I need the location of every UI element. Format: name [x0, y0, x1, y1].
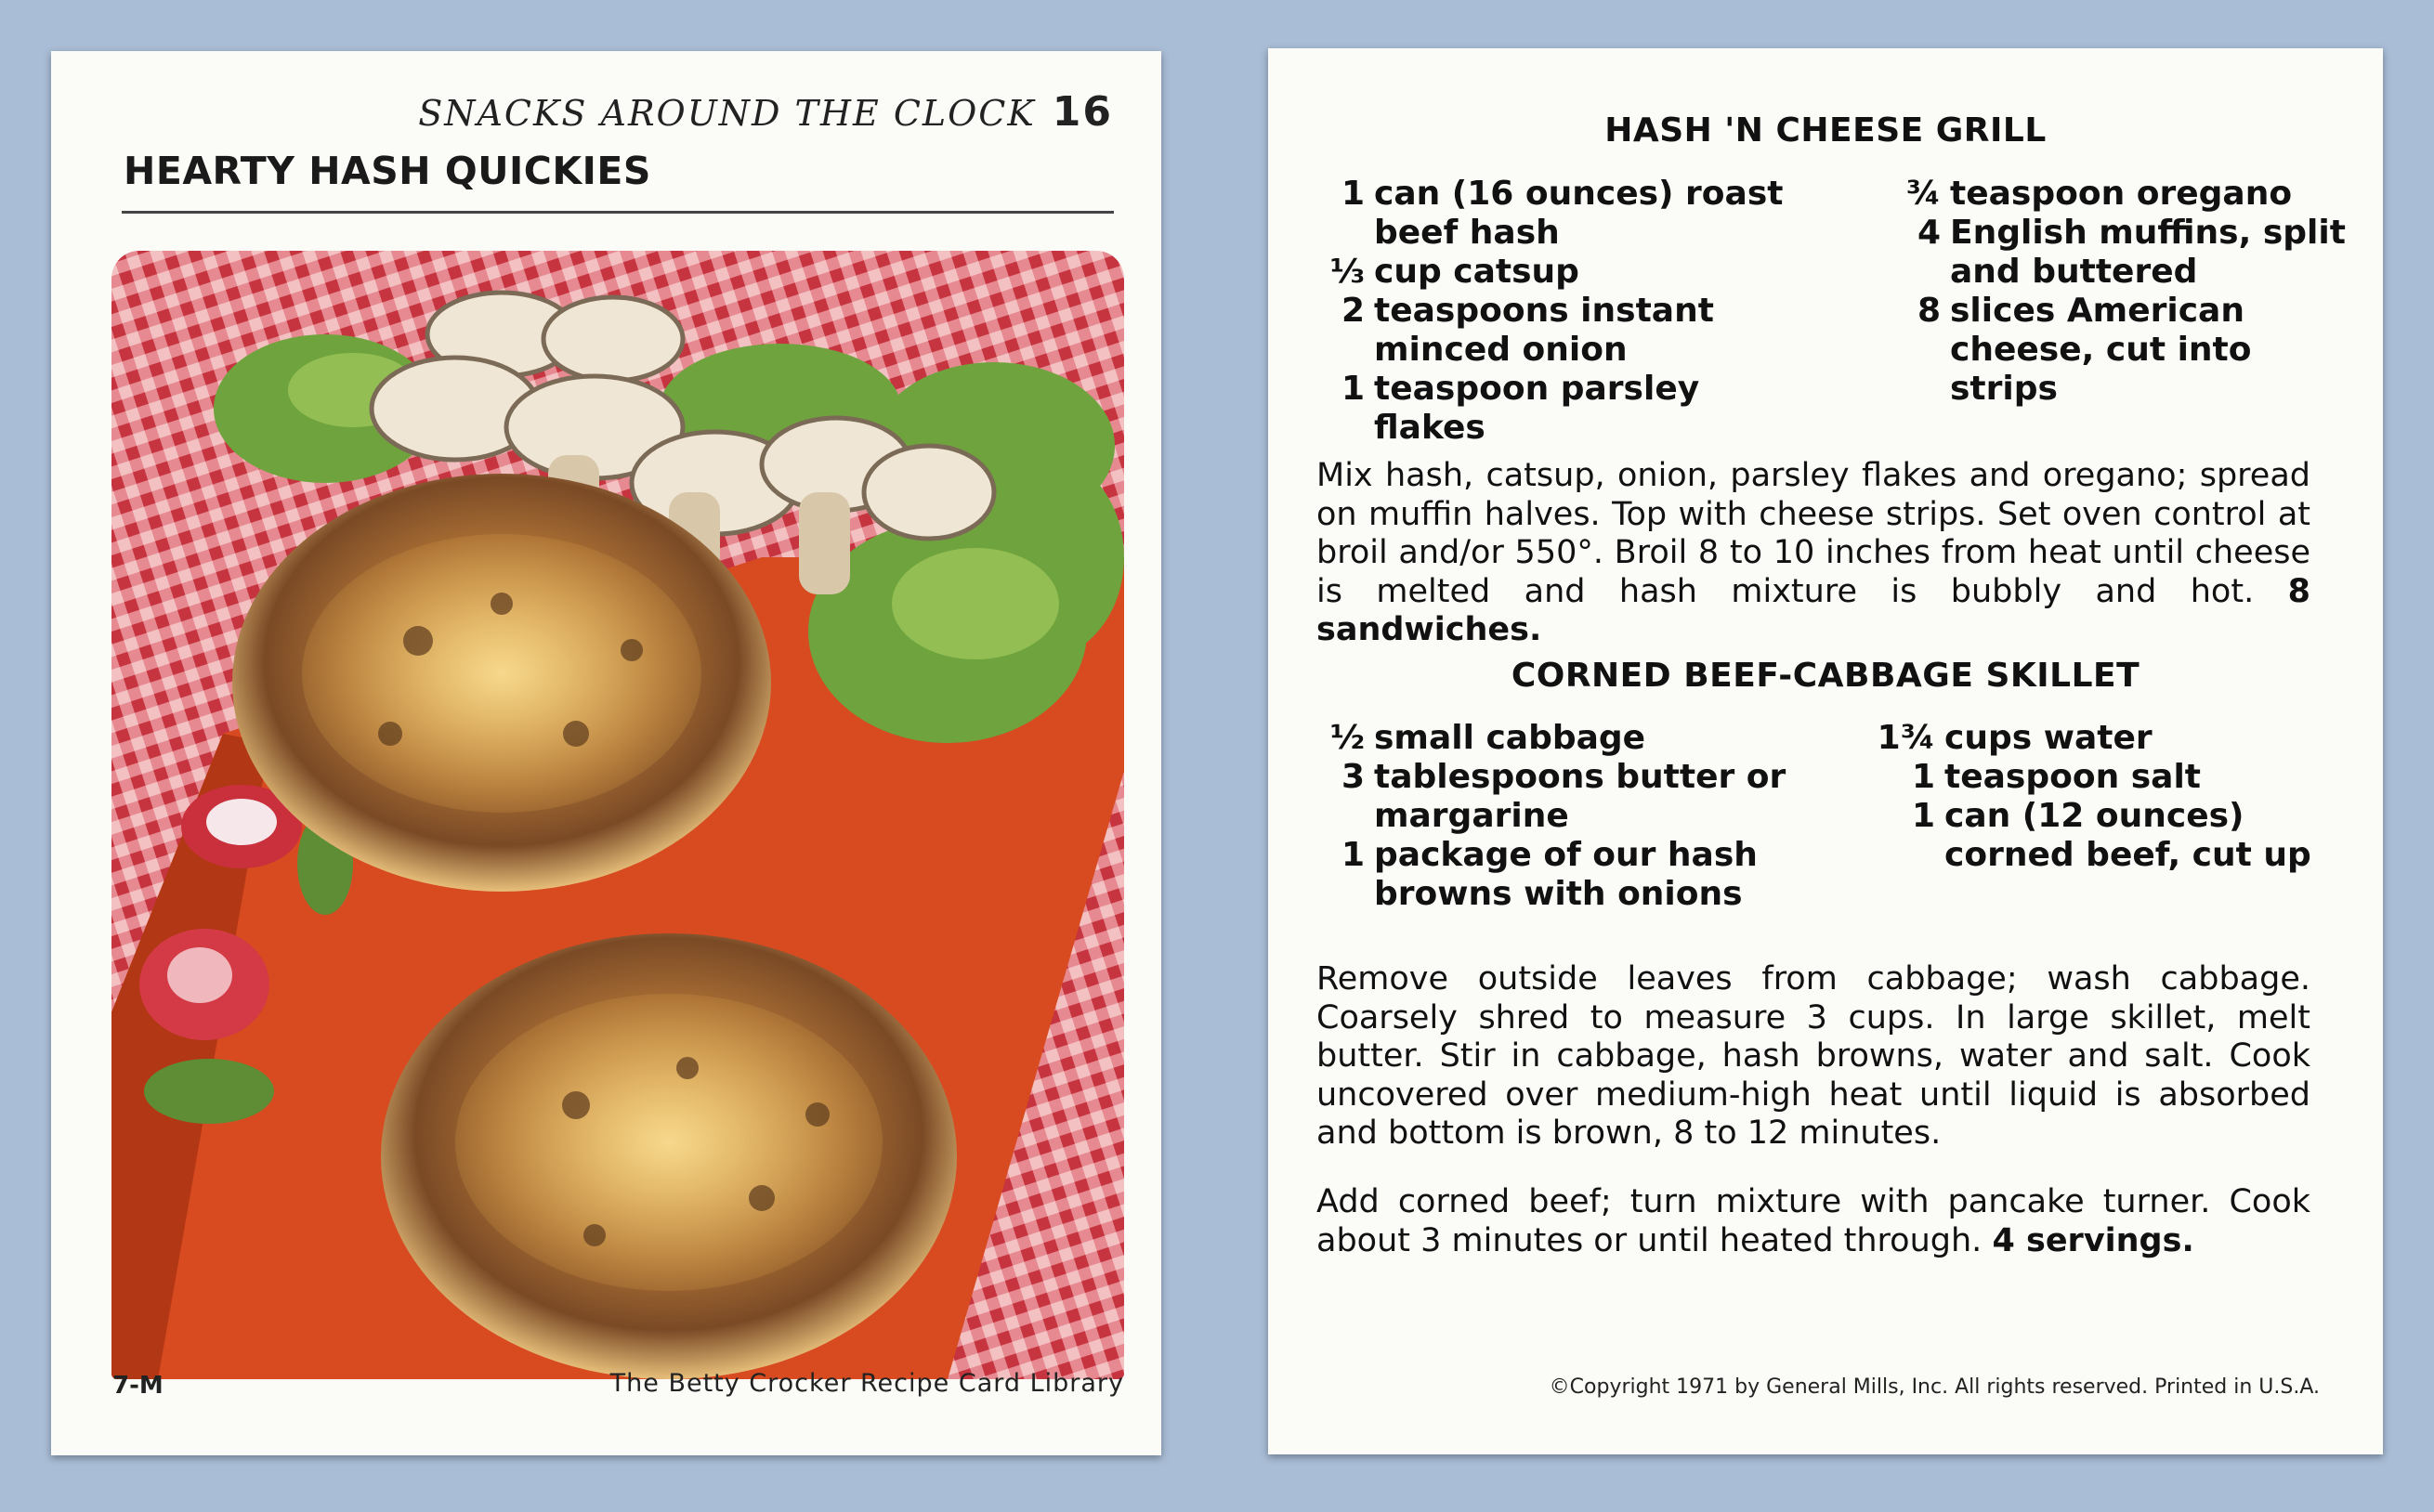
recipe2-title: CORNED BEEF-CABBAGE SKILLET	[1511, 657, 2140, 695]
library-credit: The Betty Crocker Recipe Card Library	[609, 1369, 1124, 1398]
ingredient: 1 can (16 ounces) roast beef hash	[1341, 175, 1784, 252]
food-photo-illustration	[111, 251, 1124, 1379]
ingredient: 1 package of our hash browns with onions	[1341, 836, 1758, 913]
ingredient: 4 English muffins, split and buttered	[1917, 214, 2346, 291]
recipe-card-back	[1268, 48, 2383, 1454]
series-header	[418, 88, 1113, 136]
card-title: HEARTY HASH QUICKIES	[124, 149, 651, 193]
recipe2-yield: 4 servings.	[1992, 1221, 2194, 1259]
recipe2-directions-final: Add corned beef; turn mixture with pancake turner. Cook about 3 minutes or until heated through. 4 servings.	[1316, 1183, 2310, 1259]
ingredient: 1¾ cups water	[1877, 719, 2153, 757]
copyright-notice: ©Copyright 1971 by General Mills, Inc. All rights reserved. Printed in U.S.A.	[1549, 1375, 2320, 1399]
recipe1-ingredients-right	[1892, 175, 2357, 409]
recipe1-directions: Mix hash, catsup, onion, parsley flakes and oregano; spread on muffin halves. Top with cheese strips. Set oven control at broil and/or 550°. Broil 8 to 10 inches from heat until cheese is melted and hash mixture is bubbly and hot. 8 sandwiches.	[1316, 457, 2310, 648]
recipe1-ingredients-left	[1316, 175, 1799, 448]
recipe-card-front	[51, 51, 1161, 1455]
recipe2-directions: Remove outside leaves from cabbage; wash cabbage. Coarsely shred to measure 3 cups. In large skillet, melt butter. Stir in cabbage, hash browns, water and salt. Cook uncovered over medium-high heat until liquid is absorbed and bottom is brown, 8 to 12 minutes.	[1316, 960, 2310, 1152]
recipe1-yield: 8 sandwiches.	[1316, 572, 2310, 648]
ingredient: ⅓ cup catsup	[1329, 253, 1579, 291]
ingredient: 3 tablespoons butter or margarine	[1341, 758, 1786, 835]
ingredient: 1 teaspoon parsley flakes	[1341, 370, 1700, 447]
recipe1-title: HASH 'N CHEESE GRILL	[1604, 111, 2047, 150]
ingredient: 2 teaspoons instant minced onion	[1341, 292, 1714, 369]
recipe2-ingredients-left	[1316, 719, 1799, 914]
ingredient: 8 slices American cheese, cut into strips	[1917, 292, 2252, 408]
series-title: SNACKS AROUND THE CLOCK	[418, 93, 1036, 134]
ingredient: ½ small cabbage	[1329, 719, 1646, 757]
recipe2-ingredients-right	[1872, 719, 2355, 875]
card-code: 7-M	[112, 1372, 164, 1400]
food-photo	[111, 251, 1124, 1379]
series-number: 16	[1052, 88, 1113, 136]
ingredient: ¾ teaspoon oregano	[1905, 175, 2293, 213]
ingredient: 1 teaspoon salt	[1911, 758, 2202, 796]
ingredient: 1 can (12 ounces) corned beef, cut up	[1911, 797, 2311, 874]
title-rule	[122, 211, 1114, 214]
